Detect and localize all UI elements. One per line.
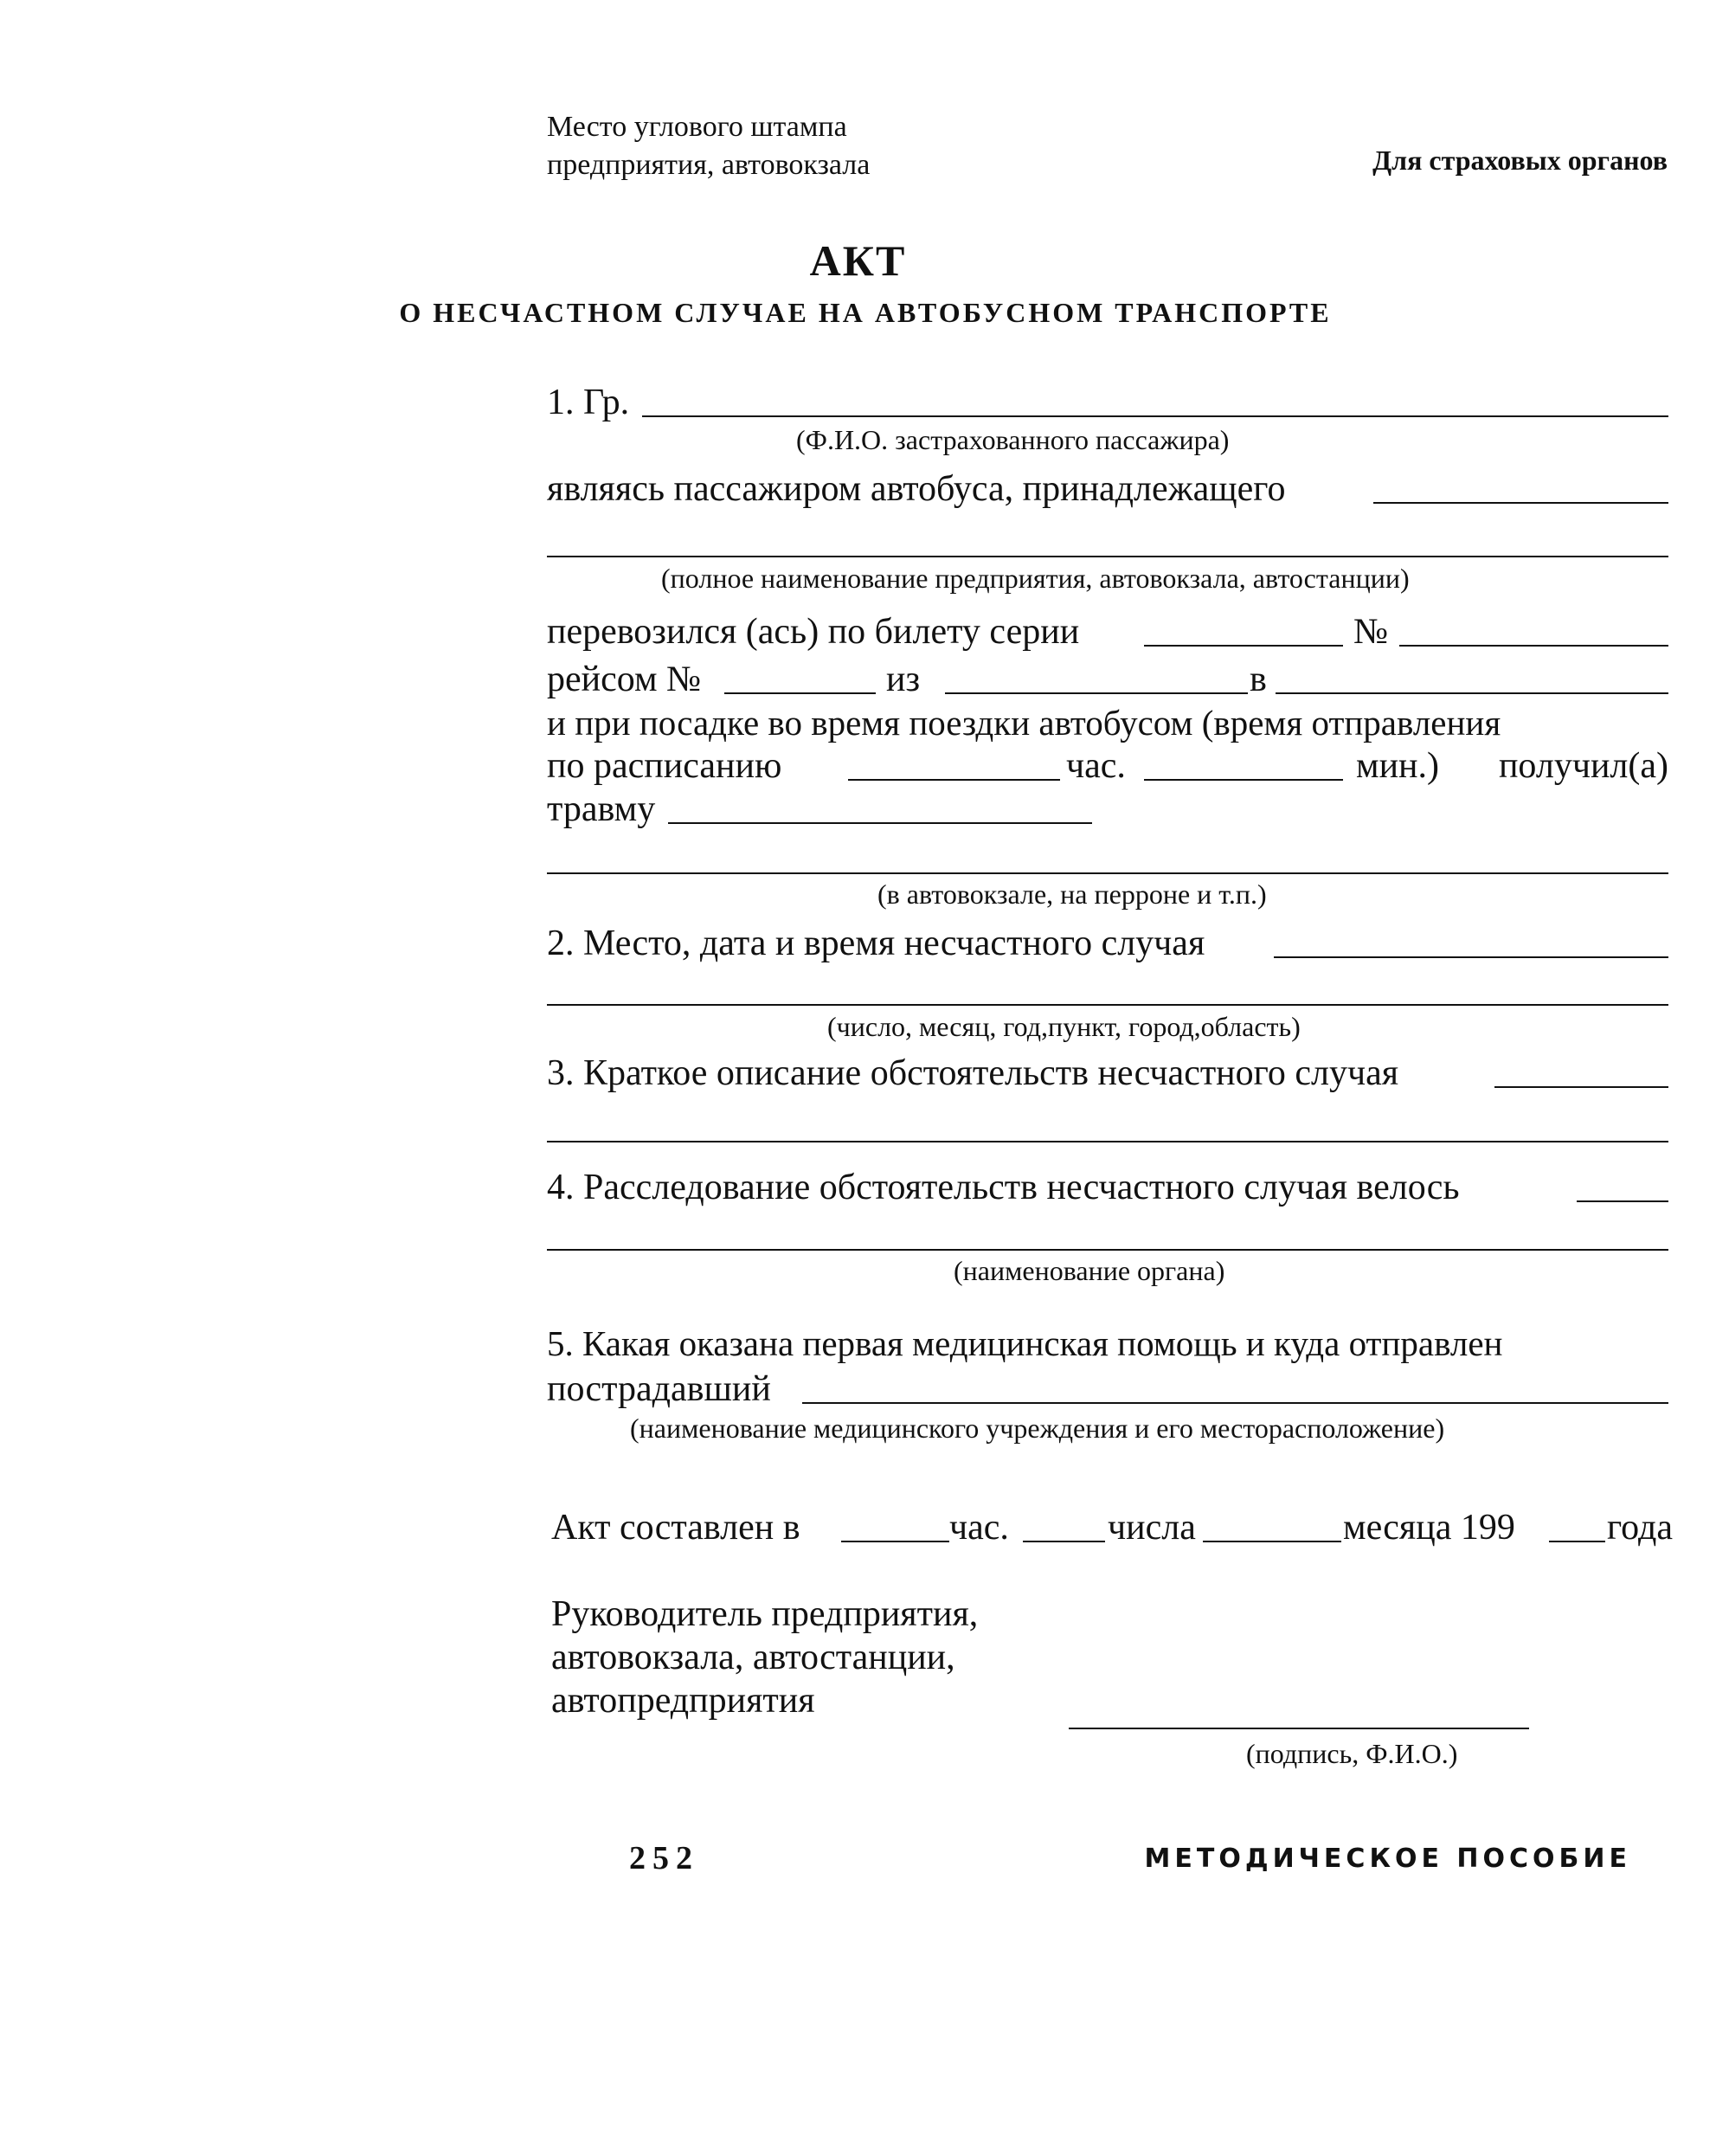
description-field-continued[interactable]	[547, 1141, 1668, 1142]
schedule-row	[547, 744, 1668, 786]
signer-line-1: Руководитель предприятия,	[551, 1594, 979, 1634]
passenger-name-field[interactable]	[642, 415, 1668, 417]
compiled-text: Акт составлен в	[551, 1508, 800, 1548]
injury-field[interactable]	[668, 822, 1092, 824]
caption-place: (в автовокзале, на перроне и т.п.)	[877, 878, 1267, 910]
compiled-day-text: числа	[1108, 1508, 1196, 1548]
signer-line-3: автопредприятия	[551, 1681, 815, 1721]
section-5-row	[547, 1322, 1668, 1363]
trip-row	[547, 658, 1668, 699]
section-4-label: 4. Расследование обстоятельств несчастного случая велось	[547, 1168, 1460, 1207]
boarding-text: и при посадке во время поездки автобусом (время отправления	[547, 703, 1501, 743]
document-title: АКТ	[809, 236, 907, 285]
compiled-year-text: года	[1607, 1508, 1673, 1548]
bus-owner-row	[547, 467, 1668, 509]
accident-place-date-field[interactable]	[1274, 956, 1668, 958]
ticket-series-field[interactable]	[1144, 645, 1343, 647]
schedule-hour-field[interactable]	[848, 779, 1060, 781]
accident-place-date-field-continued[interactable]	[547, 1004, 1668, 1006]
compiled-month-field[interactable]	[1203, 1541, 1341, 1542]
caption-date-place: (число, месяц, год,пункт, город,область)	[827, 1011, 1301, 1042]
section-1-label: 1. Гр.	[547, 383, 630, 422]
compiled-month-text: месяца 199	[1343, 1508, 1515, 1548]
trip-text: рейсом №	[547, 660, 702, 699]
ticket-text: перевозился (ась) по билету серии	[547, 612, 1080, 652]
document-subtitle: О НЕСЧАСТНОМ СЛУЧАЕ НА АВТОБУСНОМ ТРАНСПОРТЕ	[399, 297, 1332, 328]
passenger-text: являясь пассажиром автобуса, принадлежащего	[547, 469, 1286, 509]
caption-passenger-name: (Ф.И.О. застрахованного пассажира)	[796, 424, 1230, 455]
schedule-text: по расписанию	[547, 746, 782, 786]
caption-authority: (наименование органа)	[954, 1255, 1225, 1286]
signature-field[interactable]	[1069, 1728, 1529, 1729]
investigation-field[interactable]	[1577, 1200, 1668, 1202]
boarding-row	[547, 701, 1668, 743]
ticket-row	[547, 610, 1668, 652]
trip-number-field[interactable]	[724, 692, 876, 694]
injured-text: получил(а)	[1498, 746, 1668, 786]
compiled-hour-text: час.	[949, 1508, 1009, 1548]
victim-text: пострадавший	[547, 1369, 771, 1409]
investigation-field-continued[interactable]	[547, 1249, 1668, 1251]
signer-block	[551, 1593, 978, 1722]
to-field[interactable]	[1276, 692, 1668, 694]
section-3-label: 3. Краткое описание обстоятельств несчастного случая	[547, 1053, 1399, 1093]
number-sign: №	[1353, 612, 1389, 652]
caption-signature: (подпись, Ф.И.О.)	[1246, 1738, 1458, 1769]
compiled-year-field[interactable]	[1549, 1541, 1605, 1542]
stamp-line-2: предприятия, автовокзала	[547, 149, 871, 181]
stamp-line-1: Место углового штампа	[547, 111, 847, 143]
victim-row	[547, 1368, 1668, 1409]
to-text: в	[1250, 660, 1267, 699]
signer-line-2: автовокзала, автостанции,	[551, 1638, 955, 1677]
medical-facility-field[interactable]	[802, 1402, 1668, 1404]
section-4-row	[547, 1166, 1668, 1207]
caption-organization: (полное наименование предприятия, автовокзала, автостанции)	[661, 563, 1410, 594]
page-number: 252	[629, 1840, 699, 1876]
compiled-row	[547, 1506, 1673, 1548]
injury-place-field[interactable]	[547, 872, 1668, 874]
ticket-number-field[interactable]	[1399, 645, 1668, 647]
passenger-name-row	[547, 381, 1668, 422]
section-2-row	[547, 922, 1668, 963]
section-5-label: 5. Какая оказана первая медицинская помощь и куда отправлен	[547, 1323, 1503, 1363]
injury-text: травму	[547, 789, 656, 829]
bus-owner-field-continued[interactable]	[547, 556, 1668, 557]
caption-medical: (наименование медицинского учреждения и его месторасположение)	[630, 1413, 1445, 1444]
bus-owner-field[interactable]	[1373, 502, 1668, 504]
stamp-place	[547, 108, 870, 184]
description-field[interactable]	[1494, 1086, 1668, 1088]
from-text: из	[886, 660, 921, 699]
schedule-min-field[interactable]	[1144, 779, 1343, 781]
section-3-row	[547, 1052, 1668, 1093]
audience-label: Для страховых органов	[1372, 145, 1668, 176]
min-text: мин.)	[1356, 746, 1440, 786]
section-2-label: 2. Место, дата и время несчастного случая	[547, 924, 1205, 963]
from-field[interactable]	[945, 692, 1248, 694]
compiled-hour-field[interactable]	[841, 1541, 949, 1542]
book-title: МЕТОДИЧЕСКОЕ ПОСОБИЕ	[1144, 1844, 1631, 1874]
hour-text: час.	[1066, 746, 1126, 786]
injury-row	[547, 788, 1668, 829]
compiled-day-field[interactable]	[1023, 1541, 1105, 1542]
